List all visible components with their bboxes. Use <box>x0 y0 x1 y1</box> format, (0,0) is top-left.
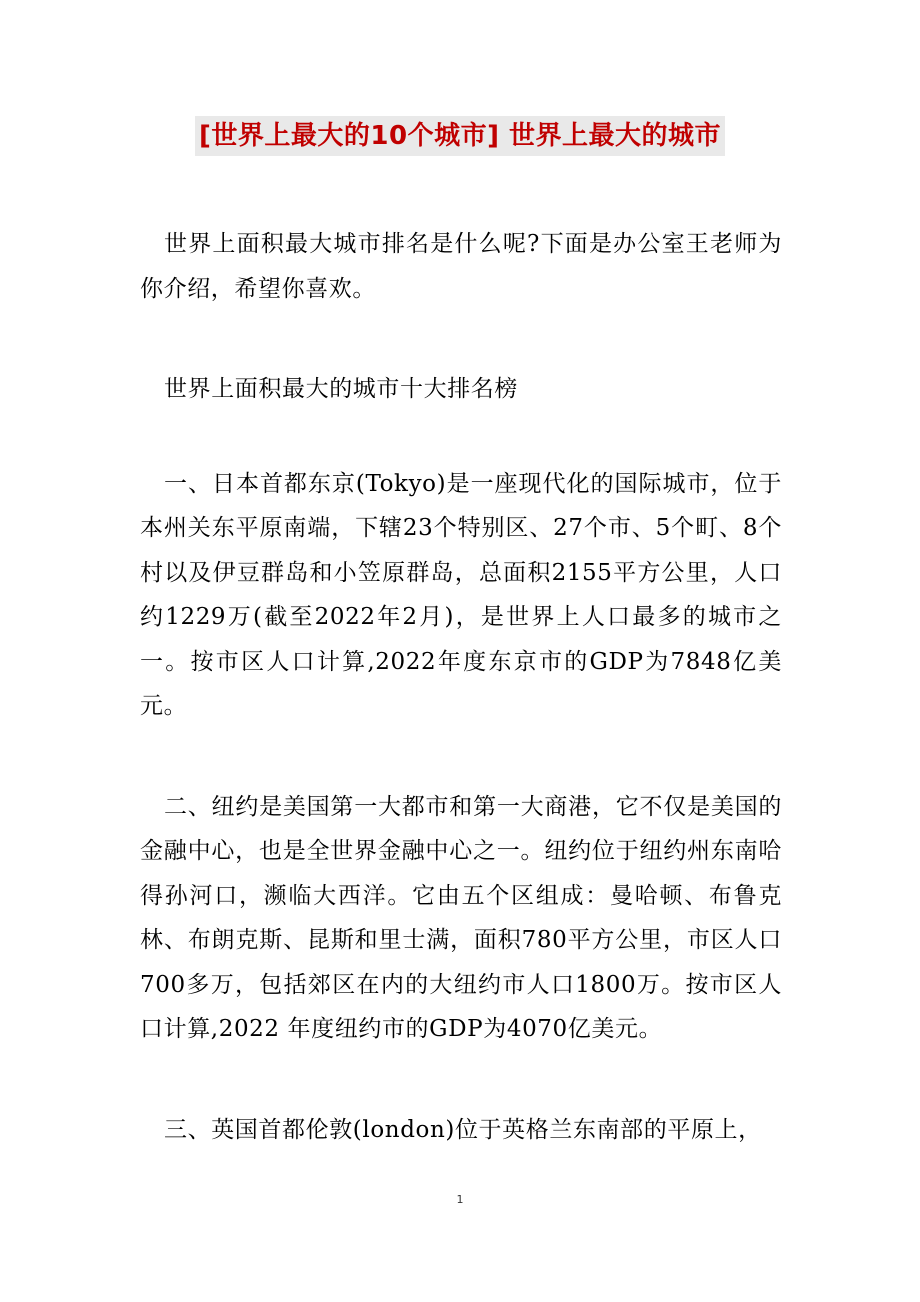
page-number: 1 <box>456 1193 464 1206</box>
ranking-heading: 世界上面积最大的城市十大排名榜 <box>164 376 518 402</box>
newyork-paragraph: 二、纽约是美国第一大都市和第一大商港，它不仅是美国的金融中心，也是全世界金融中心之一。纽约位于纽约州东南哈得孙河口，濒临大西洋。它由五个区组成：曼哈顿、布鲁克林、布朗克斯、昆斯和里士满，面积780平方公里，市区人口700多万，包括郊区在内的大纽约市人口1800万。按市区人口计算,2022 年度纽约市的GDP为4070亿美元。 <box>140 793 782 1042</box>
title-container <box>0 116 920 156</box>
document-title: [世界上最大的10个城市] 世界上最大的城市 <box>195 116 725 156</box>
tokyo-paragraph: 一、日本首都东京(Tokyo)是一座现代化的国际城市，位于本州关东平原南端，下辖23个特别区、27个市、5个町、8个村以及伊豆群岛和小笠原群岛，总面积2155平方公里，人口约1229万(截至2022年2月)，是世界上人口最多的城市之一。按市区人口计算,2022年度东京市的GDP为7848亿美元。 <box>140 470 782 719</box>
london-paragraph: 三、英国首都伦敦(london)位于英格兰东南部的平原上， <box>164 1116 762 1143</box>
document-body <box>140 222 782 1152</box>
intro-paragraph: 世界上面积最大城市排名是什么呢?下面是办公室王老师为你介绍，希望你喜欢。 <box>140 231 782 302</box>
